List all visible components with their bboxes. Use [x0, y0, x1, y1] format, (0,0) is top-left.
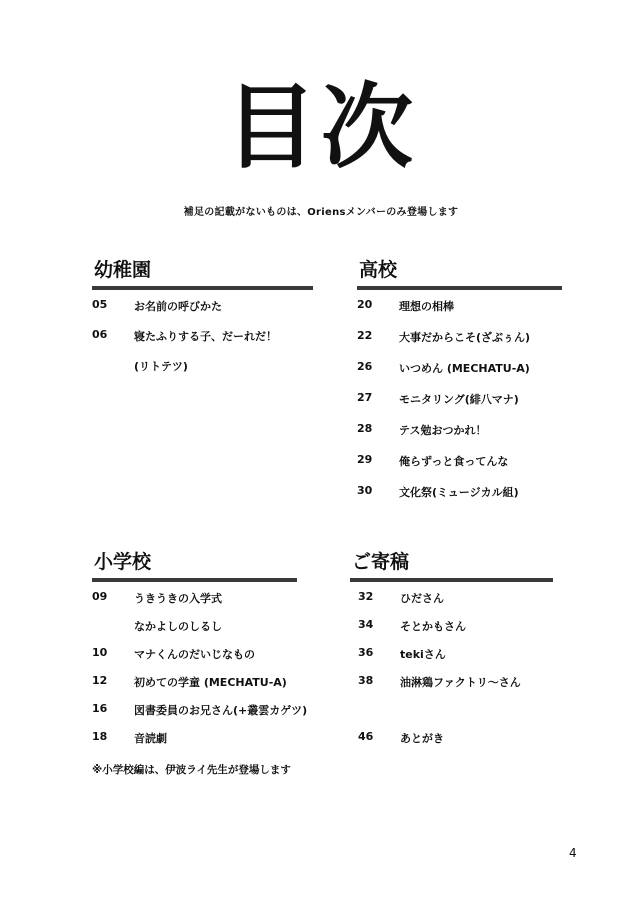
entry-title: マナくんのだいじなもの	[134, 648, 255, 661]
entry-title: tekiさん	[400, 648, 446, 661]
entry-title: あとがき	[400, 732, 444, 745]
entry-page-number: 26	[357, 360, 373, 373]
toc-entry[interactable]	[92, 298, 313, 328]
page-title: 目次	[224, 74, 417, 181]
toc-entry[interactable]	[92, 674, 297, 702]
toc-entry[interactable]	[358, 590, 553, 618]
section-kindergarten	[92, 258, 313, 388]
toc-entry[interactable]	[92, 328, 313, 358]
section-heading: 高校	[359, 259, 398, 281]
entry-page-number: 12	[92, 674, 108, 687]
entry-page-number: 29	[357, 453, 373, 466]
toc-entry[interactable]	[357, 298, 562, 329]
section-divider	[350, 578, 553, 582]
top-note: 補足の記載がないものは、Oriensメンバーのみ登場します	[183, 207, 459, 218]
entry-page-number: 36	[358, 646, 374, 659]
toc-entry[interactable]	[92, 618, 297, 646]
section-heading: 幼稚園	[94, 259, 152, 281]
entry-title: 油淋鶏ファクトリ～さん	[400, 676, 521, 689]
entry-title: お名前の呼びかた	[134, 300, 222, 313]
entry-title: そとかもさん	[400, 620, 466, 633]
entry-title: 理想の相棒	[399, 300, 454, 313]
toc-entry[interactable]	[92, 590, 297, 618]
entry-page-number: 32	[358, 590, 374, 603]
entry-title: 大事だからこそ(ざぶぅん)	[399, 331, 531, 344]
entry-title: なかよしのしるし	[134, 620, 222, 633]
entry-page-number: 30	[357, 484, 373, 497]
entry-page-number	[92, 358, 134, 388]
section-divider	[357, 286, 562, 290]
entry-page-number	[358, 702, 400, 730]
entry-page-number: 10	[92, 646, 108, 659]
entry-title: ひださん	[400, 592, 444, 605]
entry-title: モニタリング(緋八マナ)	[399, 393, 519, 406]
section-divider	[92, 578, 297, 582]
section-heading: 小学校	[94, 551, 152, 573]
toc-entry[interactable]	[92, 702, 308, 730]
entry-page-number: 18	[92, 730, 108, 743]
entry-title: いつめん (MECHATU-A)	[399, 362, 530, 375]
entry-page-number: 28	[357, 422, 373, 435]
entry-title: 文化祭(ミュージカル組)	[399, 486, 519, 499]
entry-title: うきうきの入学式	[134, 592, 222, 605]
entry-page-number: 22	[357, 329, 373, 342]
entry-title: 図書委員のお兄さん(+叢雲カゲツ)	[134, 704, 308, 717]
entry-page-number: 05	[92, 298, 108, 311]
toc-entry[interactable]	[92, 646, 297, 674]
toc-entry[interactable]	[357, 360, 562, 391]
entry-page-number: 38	[358, 674, 374, 687]
entry-title: テス勉おつかれ！	[399, 424, 487, 437]
toc-entry[interactable]	[92, 730, 297, 758]
section-divider	[92, 286, 313, 290]
entry-page-number: 34	[358, 618, 374, 631]
entry-title: 俺らずっと食ってんな	[399, 455, 509, 468]
toc-entry[interactable]	[358, 674, 553, 702]
entry-page-number: 46	[358, 730, 374, 743]
entry-page-number: 20	[357, 298, 373, 311]
toc-entry[interactable]	[357, 453, 562, 484]
entry-title: 音読劇	[134, 732, 167, 745]
section-elementary	[92, 550, 308, 758]
toc-entry[interactable]	[92, 358, 313, 388]
entry-page-number: 16	[92, 702, 108, 715]
entry-page-number: 27	[357, 391, 373, 404]
entry-title: 寝たふりする子、だーれだ！	[134, 330, 277, 343]
footnote: ※小学校編は、伊波ライ先生が登場します	[92, 764, 291, 776]
toc-entry[interactable]	[357, 422, 562, 453]
entry-page-number: 06	[92, 328, 108, 341]
section-contributions	[350, 550, 553, 758]
entry-title: 初めての学童 (MECHATU-A)	[134, 676, 287, 689]
section-high-school	[357, 258, 562, 515]
toc-entry[interactable]	[358, 646, 553, 674]
entry-page-number	[92, 618, 134, 646]
toc-entry[interactable]	[358, 618, 553, 646]
toc-entry-spacer	[358, 702, 553, 730]
page-number: 4	[569, 846, 577, 860]
toc-entry[interactable]	[357, 329, 562, 360]
entry-title: (リトテツ)	[134, 360, 188, 373]
toc-entry[interactable]	[357, 484, 562, 515]
section-heading: ご寄稿	[352, 551, 410, 573]
entry-page-number: 09	[92, 590, 108, 603]
toc-entry[interactable]	[357, 391, 562, 422]
toc-entry[interactable]	[358, 730, 553, 758]
